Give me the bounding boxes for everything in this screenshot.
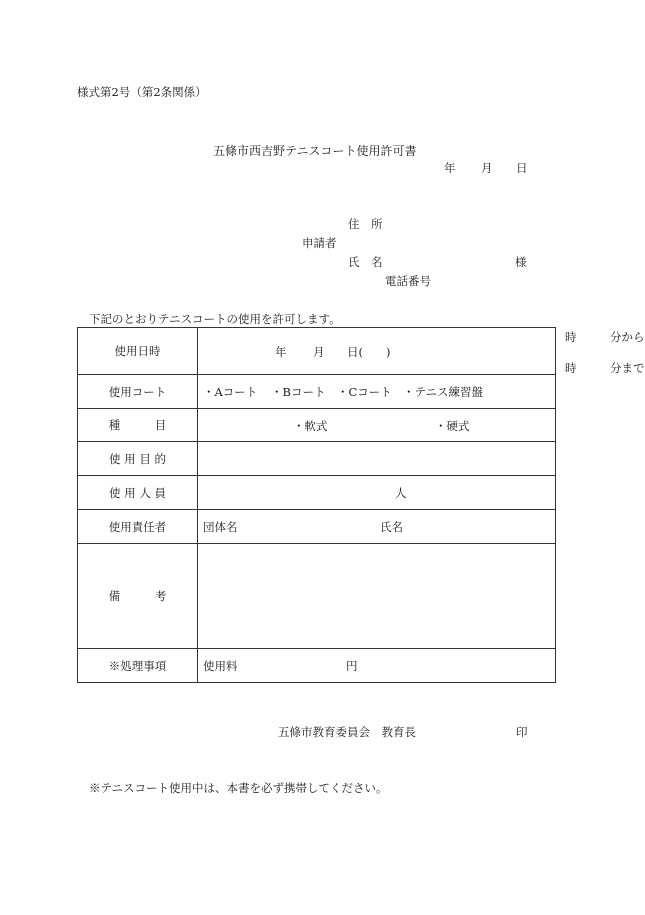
group-name-label: 団体名: [203, 520, 238, 534]
hour-from: 時: [565, 330, 577, 344]
row-type: [78, 409, 556, 442]
row-usage-datetime: [78, 328, 556, 375]
date-day: 日: [516, 161, 528, 175]
seal-mark: 印: [516, 725, 528, 739]
address-label: 住 所: [348, 217, 383, 231]
processing-cell: [198, 649, 556, 683]
court-option-practice-wall: ・テニス練習盤: [403, 385, 484, 399]
row-responsible: [78, 510, 556, 544]
remarks-label: 備 考: [78, 544, 198, 649]
row-people: [78, 476, 556, 510]
purpose-label: 使 用 目 的: [78, 442, 198, 476]
phone-label: 電話番号: [385, 274, 431, 288]
permit-table: [77, 327, 645, 683]
issuer-name: 五條市教育委員会 教育長: [278, 725, 416, 739]
date-year: 年: [444, 161, 456, 175]
fee-yen: 円: [346, 659, 358, 673]
type-label: 種 目: [78, 409, 198, 442]
row-processing: [78, 649, 556, 683]
row-court: [78, 375, 556, 409]
remarks-cell: [198, 544, 556, 649]
type-option-hard: ・硬式: [435, 419, 470, 433]
usage-day-weekday: 日( ): [347, 345, 391, 359]
minute-to: 分まで: [610, 361, 645, 375]
row-remarks: [78, 544, 556, 649]
usage-datetime-label: 使用日時: [78, 328, 198, 375]
responsible-name-label: 氏名: [380, 520, 403, 534]
type-cell: [198, 409, 556, 442]
applicant-label: 申請者: [302, 236, 337, 250]
hour-to: 時: [565, 361, 577, 375]
court-label: 使用コート: [78, 375, 198, 409]
name-label: 氏 名: [348, 255, 383, 269]
document-title: 五條市西吉野テニスコート使用許可書: [213, 144, 417, 158]
honorific: 様: [515, 255, 527, 269]
footnote: ※テニスコート使用中は、本書を必ず携帯してください。: [89, 781, 388, 795]
usage-year: 年: [275, 345, 287, 359]
intro-text: 下記のとおりテニスコートの使用を許可します。: [89, 312, 341, 326]
court-cell: [198, 375, 556, 409]
minute-from: 分から: [610, 330, 645, 344]
people-label: 使 用 人 員: [78, 476, 198, 510]
responsible-cell: [198, 510, 556, 544]
fee-label: 使用料: [203, 659, 238, 673]
responsible-label: 使用責任者: [78, 510, 198, 544]
people-unit: 人: [395, 486, 407, 500]
date-month: 月: [481, 161, 493, 175]
people-cell: [198, 476, 556, 510]
processing-label: ※処理事項: [78, 649, 198, 683]
court-option-b: ・Bコート: [271, 385, 326, 399]
court-option-c: ・Cコート: [337, 385, 392, 399]
court-option-a: ・Aコート: [203, 385, 258, 399]
purpose-cell: [198, 442, 556, 476]
row-purpose: [78, 442, 556, 476]
usage-datetime-cell: [198, 328, 645, 375]
form-number: 様式第2号（第2条関係）: [77, 85, 207, 99]
type-option-soft: ・軟式: [293, 419, 328, 433]
usage-month: 月: [313, 345, 325, 359]
